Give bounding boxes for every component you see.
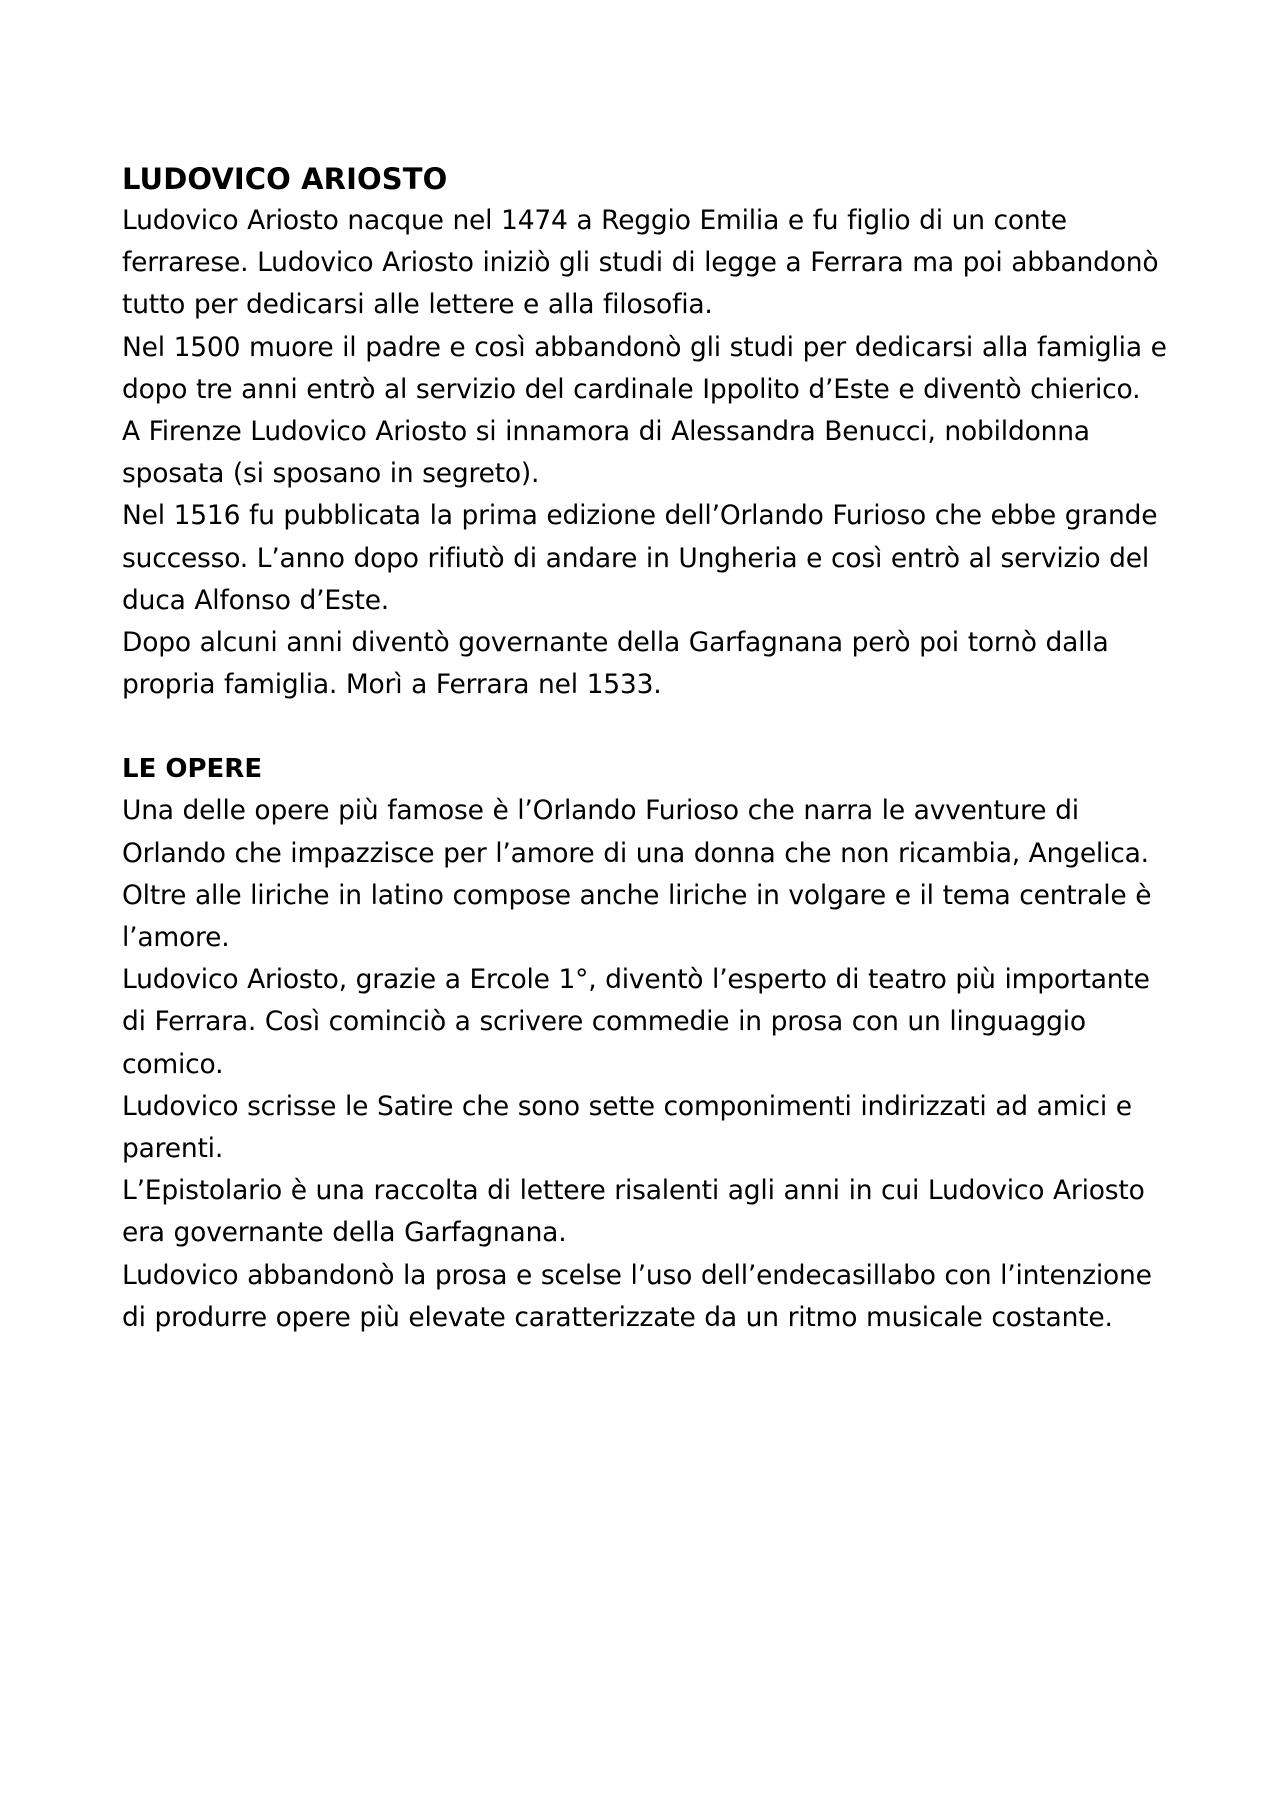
biography-paragraph-father: Nel 1500 muore il padre e così abbandonò gli studi per dedicarsi alla famiglia e dopo tre anni entrò al servizio del cardinale Ippolito d’Este e diventò chierico. — [122, 331, 1167, 405]
biography-paragraph-birth: Ludovico Ariosto nacque nel 1474 a Reggio Emilia e fu figlio di un conte ferrarese. Ludovico Ariosto iniziò gli studi di legge a Ferrara ma poi abbandonò tutto per dedicarsi alle lettere e alla filosofia. — [122, 205, 1159, 321]
biography-paragraph-death: Dopo alcuni anni diventò governante della Garfagnana però poi tornò dalla propria famiglia. Morì a Ferrara nel 1533. — [122, 627, 1109, 701]
works-paragraph-satire: Ludovico scrisse le Satire che sono sette componimenti indirizzati ad amici e parenti. — [122, 1090, 1132, 1165]
document-body — [122, 158, 1182, 1339]
works-paragraph-endecasillabo: Ludovico abbandonò la prosa e scelse l’uso dell’endecasillabo con l’intenzione di produrre opere più elevate caratterizzate da un ritmo musicale costante. — [122, 1259, 1152, 1333]
biography-paragraph-orlando: Nel 1516 fu pubblicata la prima edizione dell’Orlando Furioso che ebbe grande successo. L’anno dopo rifiutò di andare in Ungheria e così entrò al servizio del duca Alfonso d’Este. — [122, 500, 1158, 616]
works-paragraph-epistolario: L’Epistolario è una raccolta di lettere risalenti agli anni in cui Ludovico Ariosto era governante della Garfagnana. — [122, 1175, 1145, 1249]
works-heading: LE OPERE — [122, 754, 263, 785]
works-paragraph-teatro: Ludovico Ariosto, grazie a Ercole 1°, diventò l’esperto di teatro più importante di Ferrara. Così cominciò a scrivere commedie in prosa con un linguaggio comico. — [122, 964, 1150, 1080]
works-paragraph-liriche: Oltre alle liriche in latino compose anche liriche in volgare e il tema centrale è l’amore. — [122, 879, 1152, 954]
biography-paragraph-florence: A Firenze Ludovico Ariosto si innamora di Alessandra Benucci, nobildonna sposata (si sposano in segreto). — [122, 416, 1090, 490]
document-title: LUDOVICO ARIOSTO — [122, 162, 448, 196]
works-paragraph-orlando: Una delle opere più famose è l’Orlando Furioso che narra le avventure di Orlando che impazzisce per l’amore di una donna che non ricambia, Angelica. — [122, 795, 1149, 869]
